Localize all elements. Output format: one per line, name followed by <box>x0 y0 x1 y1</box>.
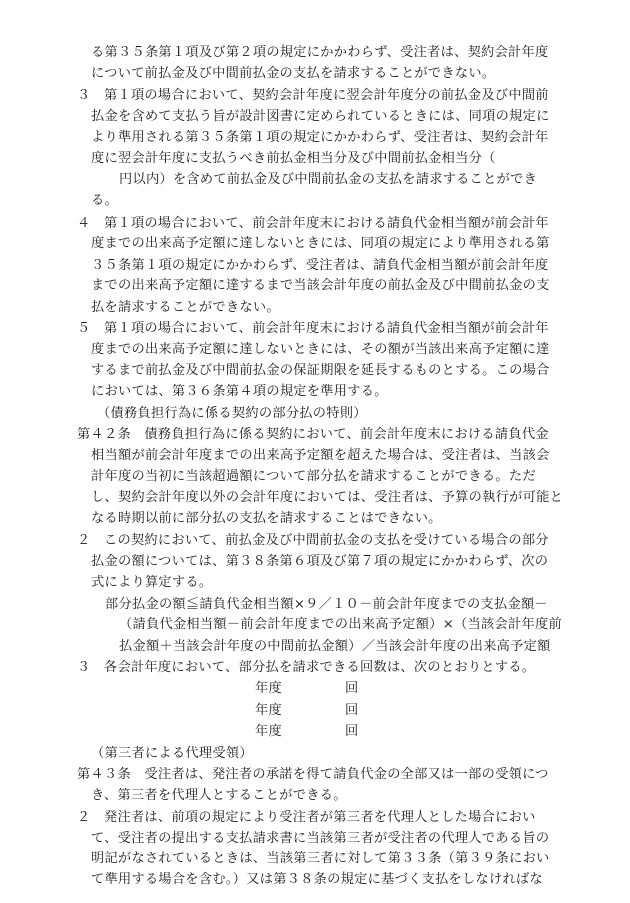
article-line: 第４２条 債務負担行為に係る契約において、前会計年度末における請負代金 <box>77 427 549 443</box>
text-line: 度に翌会計年度に支払うべき前払金相当分及び中間前払金相当分（ <box>91 150 496 166</box>
text-line: より準用される第３５条第１項の規定にかかわらず、受注者は、契約会計年 <box>91 130 549 146</box>
text-line: 度までの出来高予定額に達しないときには、その額が当該出来高予定額に達 <box>91 341 550 357</box>
text-line: 式により算定する。 <box>91 575 213 591</box>
text-line: においては、第３６条第４項の規定を準用する。 <box>91 384 388 399</box>
text-line: 払金の額については、第３８条第６項及び第７項の規定にかかわらず、次の <box>91 553 549 569</box>
text-line: し、契約会計年度以外の会計年度においては、受注者は、予算の執行が可能と <box>91 489 564 505</box>
year-label: 年度 <box>255 680 282 696</box>
text-line: 度までの出来高予定額に達しないときには、同項の規定により準用される第 <box>91 236 550 252</box>
text-line: る。 <box>91 193 118 208</box>
text-line: 払を請求することができない。 <box>91 299 280 315</box>
article-line: 第４３条 受注者は、発注者の承諾を得て請負代金の全部又は一部の受領につ <box>77 767 549 783</box>
text-line: て、受注者の提出する支払請求書に当該第三者が受注者の代理人である旨の <box>91 830 550 846</box>
text-line: 相当額が前会計年度までの出来高予定額を超えた場合は、受注者は、当該会 <box>91 447 550 463</box>
text-line: ３ 第１項の場合において、契約会計年度に翌会計年度分の前払金及び中間前 <box>77 88 549 104</box>
text-line: ３５条第１項の規定にかかわらず、受注者は、請負代金相当額が前会計年度 <box>91 257 549 273</box>
count-label: 回 <box>345 702 359 718</box>
count-label: 回 <box>345 680 359 696</box>
formula-line: （請負代金相当額－前会計年度までの出来高予定額）×（当該会計年度前 <box>119 617 562 633</box>
section-heading: （債務負担行為に係る契約の部分払の特則） <box>97 405 367 421</box>
text-line: ３ 各会計年度において、部分払を請求できる回数は、次のとおりとする。 <box>77 660 536 676</box>
year-label: 年度 <box>255 702 282 718</box>
text-line: き、第三者を代理人とすることができる。 <box>91 787 347 803</box>
formula-line: 部分払金の額≦請負代金相当額×９／１０－前会計年度までの支払金額－ <box>105 596 548 612</box>
text-line: ５ 第１項の場合において、前会計年度末における請負代金相当額が前会計年 <box>77 321 549 337</box>
text-line: 円以内）を含めて前払金及び中間前払金の支払を請求することができ <box>119 172 538 188</box>
count-label: 回 <box>345 724 359 739</box>
text-line: る第３５条第１項及び第２項の規定にかかわらず、受注者は、契約会計年度 <box>91 45 549 60</box>
section-heading: （第三者による代理受領） <box>91 745 253 761</box>
text-line: なる時期以前に部分払の支払を請求することはできない。 <box>91 511 442 527</box>
text-line: て準用する場合を含む。）又は第３８条の規定に基づく支払をしなければな <box>91 872 543 887</box>
text-line: するまで前払金及び中間前払金の保証期限を延長するものとする。この場合 <box>91 363 550 379</box>
text-line: 計年度の当初に当該超過額について部分払を請求することができる。ただ <box>91 469 536 485</box>
text-line: 払金を含めて支払う旨が設計図書に定められているときには、同項の規定に <box>91 108 550 124</box>
text-line: ４ 第１項の場合において、前会計年度末における請負代金相当額が前会計年 <box>77 215 549 231</box>
text-line: 明記がなされているときは、当該第三者に対して第３３条（第３９条におい <box>91 851 550 867</box>
text-line: ２ 発注者は、前項の規定により受注者が第三者を代理人とした場合におい <box>77 810 536 826</box>
text-line: までの出来高予定額に達するまで当該会計年度の前払金及び中間前払金の支 <box>91 278 550 294</box>
text-line: について前払金及び中間前払金の支払を請求することができない。 <box>91 65 496 81</box>
year-label: 年度 <box>255 724 282 739</box>
formula-line: 払金額＋当該会計年度の中間前払金額）／当該会計年度の出来高予定額 <box>119 638 551 654</box>
text-line: ２ この契約において、前払金及び中間前払金の支払を受けている場合の部分 <box>77 533 549 548</box>
